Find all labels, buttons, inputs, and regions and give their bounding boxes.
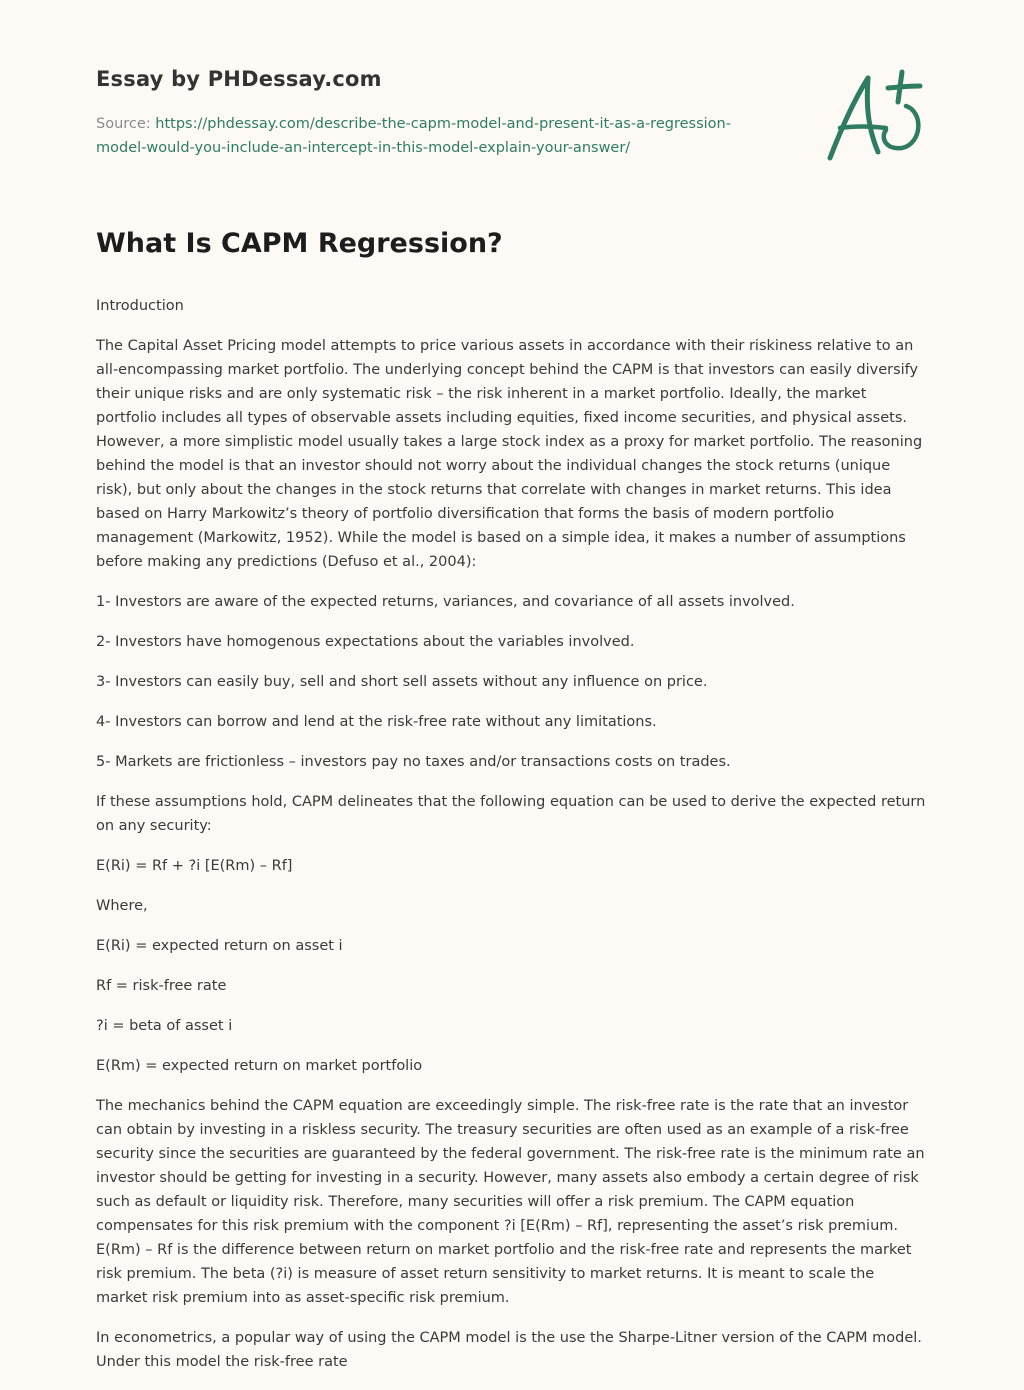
assumption-1: 1- Investors are aware of the expected returns, variances, and covariance of all assets involved. (96, 594, 795, 610)
source-link[interactable] (96, 116, 731, 156)
page-header (96, 64, 796, 160)
article-title: What Is CAPM Regression? (96, 228, 503, 259)
paragraph-where: Where, (96, 898, 148, 914)
site-title: Essay by PHDessay.com (96, 67, 382, 91)
paragraph-introduction: Introduction (96, 298, 184, 314)
source-line (96, 112, 796, 160)
definition-beta: ?i = beta of asset i (96, 1018, 233, 1034)
article (96, 222, 928, 1390)
paragraph-capm-overview: The Capital Asset Pricing model attempts to price various assets in accordance with their riskiness relative to an all-encompassing market portfolio. The underlying concept behind the CAPM is that investors can easily diversify their unique risks and are only systematic risk – the risk inherent in a market portfolio. Ideally, the market portfolio includes all types of observable assets including equities, fixed income securities, and physical assets. However, a more simplistic model usually takes a large stock index as a proxy for market portfolio. The reasoning behind the model is that an investor should not worry about the individual changes the stock returns (unique risk), but only about the changes in the stock returns that correlate with changes in market returns. This idea based on Harry Markowitz’s theory of portfolio diversification that forms the basis of modern portfolio management (Markowitz, 1952). While the model is based on a simple idea, it makes a number of assumptions before making any predictions (Defuso et al., 2004): (96, 338, 923, 570)
source-link-line-2: model-would-you-include-an-intercept-in-this-model-explain-your-answer/ (96, 140, 631, 156)
paragraph-mechanics: The mechanics behind the CAPM equation are exceedingly simple. The risk-free rate is the rate that an investor can obtain by investing in a riskless security. The treasury securities are often used as an example of a risk-free security since the securities are guaranteed by the federal government. The risk-free rate is the minimum rate an investor should be getting for investing in a security. However, many assets also embody a certain degree of risk such as default or liquidity risk. Therefore, many securities will offer a risk premium. The CAPM equation compensates for this risk premium with the component ?i [E(Rm) – Rf], representing the asset’s risk premium. E(Rm) – Rf is the difference between return on market portfolio and the risk-free rate and represents the market risk premium. The beta (?i) is measure of asset return sensitivity to market returns. It is meant to scale the market risk premium into as asset-specific risk premium. (96, 1098, 925, 1306)
capm-equation: E(Ri) = Rf + ?i [E(Rm) – Rf] (96, 858, 293, 874)
assumption-3: 3- Investors can easily buy, sell and short sell assets without any influence on price. (96, 674, 708, 690)
definition-risk-free: Rf = risk-free rate (96, 978, 227, 994)
source-label: Source: (96, 116, 151, 132)
source-link-line-1: https://phdessay.com/describe-the-capm-model-and-present-it-as-a-regression- (155, 116, 731, 132)
definition-market-return: E(Rm) = expected return on market portfolio (96, 1058, 423, 1074)
assumption-2: 2- Investors have homogenous expectations about the variables involved. (96, 634, 635, 650)
definition-expected-return: E(Ri) = expected return on asset i (96, 938, 343, 954)
paragraph-econometrics: In econometrics, a popular way of using the CAPM model is the use the Sharpe-Litner version of the CAPM model. Under this model the risk-free rate (96, 1330, 922, 1370)
paragraph-equation-intro: If these assumptions hold, CAPM delineates that the following equation can be used to derive the expected return on any security: (96, 794, 926, 834)
a-plus-icon (818, 66, 930, 166)
assumption-5: 5- Markets are frictionless – investors pay no taxes and/or transactions costs on trades. (96, 754, 731, 770)
assumption-4: 4- Investors can borrow and lend at the risk-free rate without any limitations. (96, 714, 657, 730)
